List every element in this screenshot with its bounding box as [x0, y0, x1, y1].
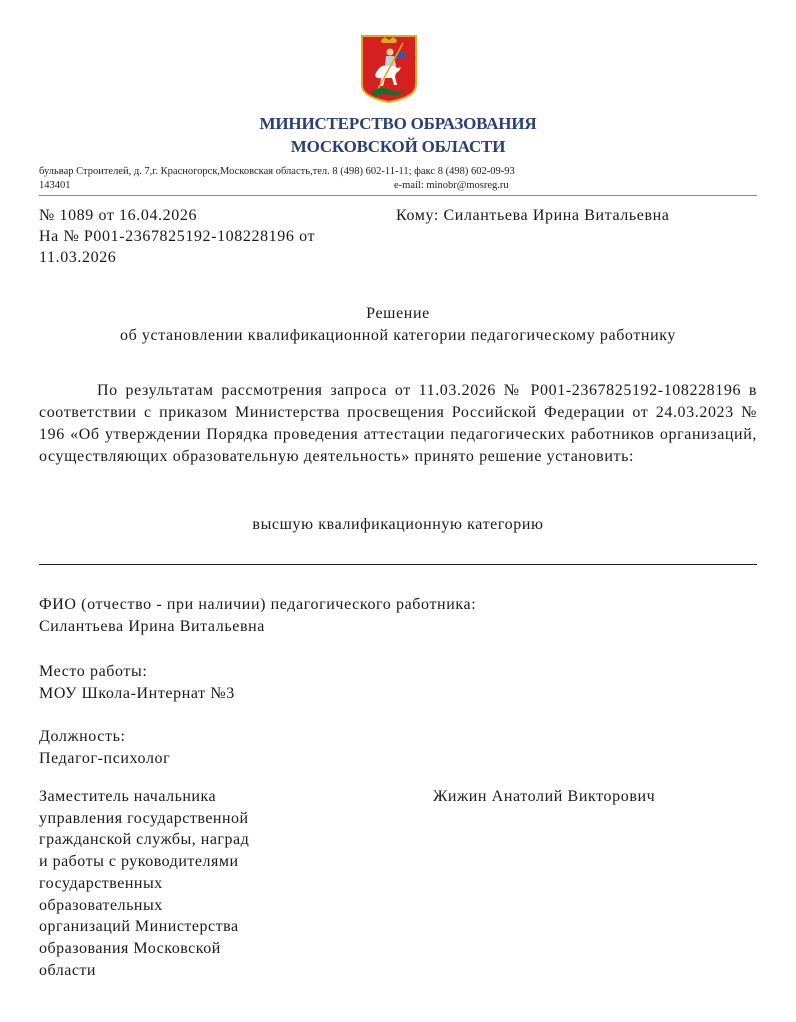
ministry-name-line2: МОСКОВСКОЙ ОБЛАСТИ [290, 137, 506, 156]
header-divider [39, 195, 757, 196]
position-value: Педагог-психолог [39, 750, 171, 767]
document-number: № 1089 от 16.04.2026 [39, 207, 198, 224]
email: e-mail: minobr@mosreg.ru [394, 180, 509, 191]
address: бульвар Строителей, д. 7,г. Красногорск,Московская область, [39, 166, 313, 177]
document-title-line1: Решение [366, 305, 430, 322]
coat-of-arms-icon [361, 35, 417, 103]
position-label: Должность: [39, 728, 126, 745]
fio-value: Силантьева Ирина Витальевна [39, 618, 265, 635]
phone-fax: тел. 8 (498) 602-11-11; факс 8 (498) 602-09-93 [312, 166, 515, 177]
reference-date: 11.03.2026 [39, 249, 117, 266]
contact-block [39, 165, 759, 193]
postal-code: 143401 [39, 180, 71, 191]
category-underline [39, 564, 757, 565]
decision-body: По результатам рассмотрения запроса от 11.03.2026 № Р001-2367825192-108228196 в соответствии с приказом Министерства просвещения Российской Федерации от 24.03.2023 № 196 «Об утверждении Порядка проведения аттестации педагогических работников организаций, осуществляющих образовательную деятельность» принято решение установить: [39, 382, 757, 465]
qualification-category: высшую квалификационную категорию [252, 516, 544, 533]
recipient: Кому: Силантьева Ирина Витальевна [396, 207, 670, 224]
signer-name: Жижин Анатолий Викторович [433, 788, 656, 805]
ministry-name-line1: МИНИСТЕРСТВО ОБРАЗОВАНИЯ [259, 114, 537, 133]
ministry-name [0, 112, 796, 158]
signer-position: Заместитель начальника управления государственной гражданской службы, наград и работы с руководителями государственных образовательных организаций Министерства образования Московской области [39, 788, 250, 979]
document-title-line2: об установлении квалификационной категории педагогическому работнику [119, 327, 676, 344]
workplace-label: Место работы: [39, 663, 148, 680]
reference-number: На № Р001-2367825192-108228196 от [39, 228, 316, 245]
fio-label: ФИО (отчество - при наличии) педагогического работника: [39, 596, 477, 613]
document-title [0, 303, 796, 347]
workplace-value: МОУ Школа-Интернат №3 [39, 685, 235, 702]
registration-block [39, 205, 315, 268]
